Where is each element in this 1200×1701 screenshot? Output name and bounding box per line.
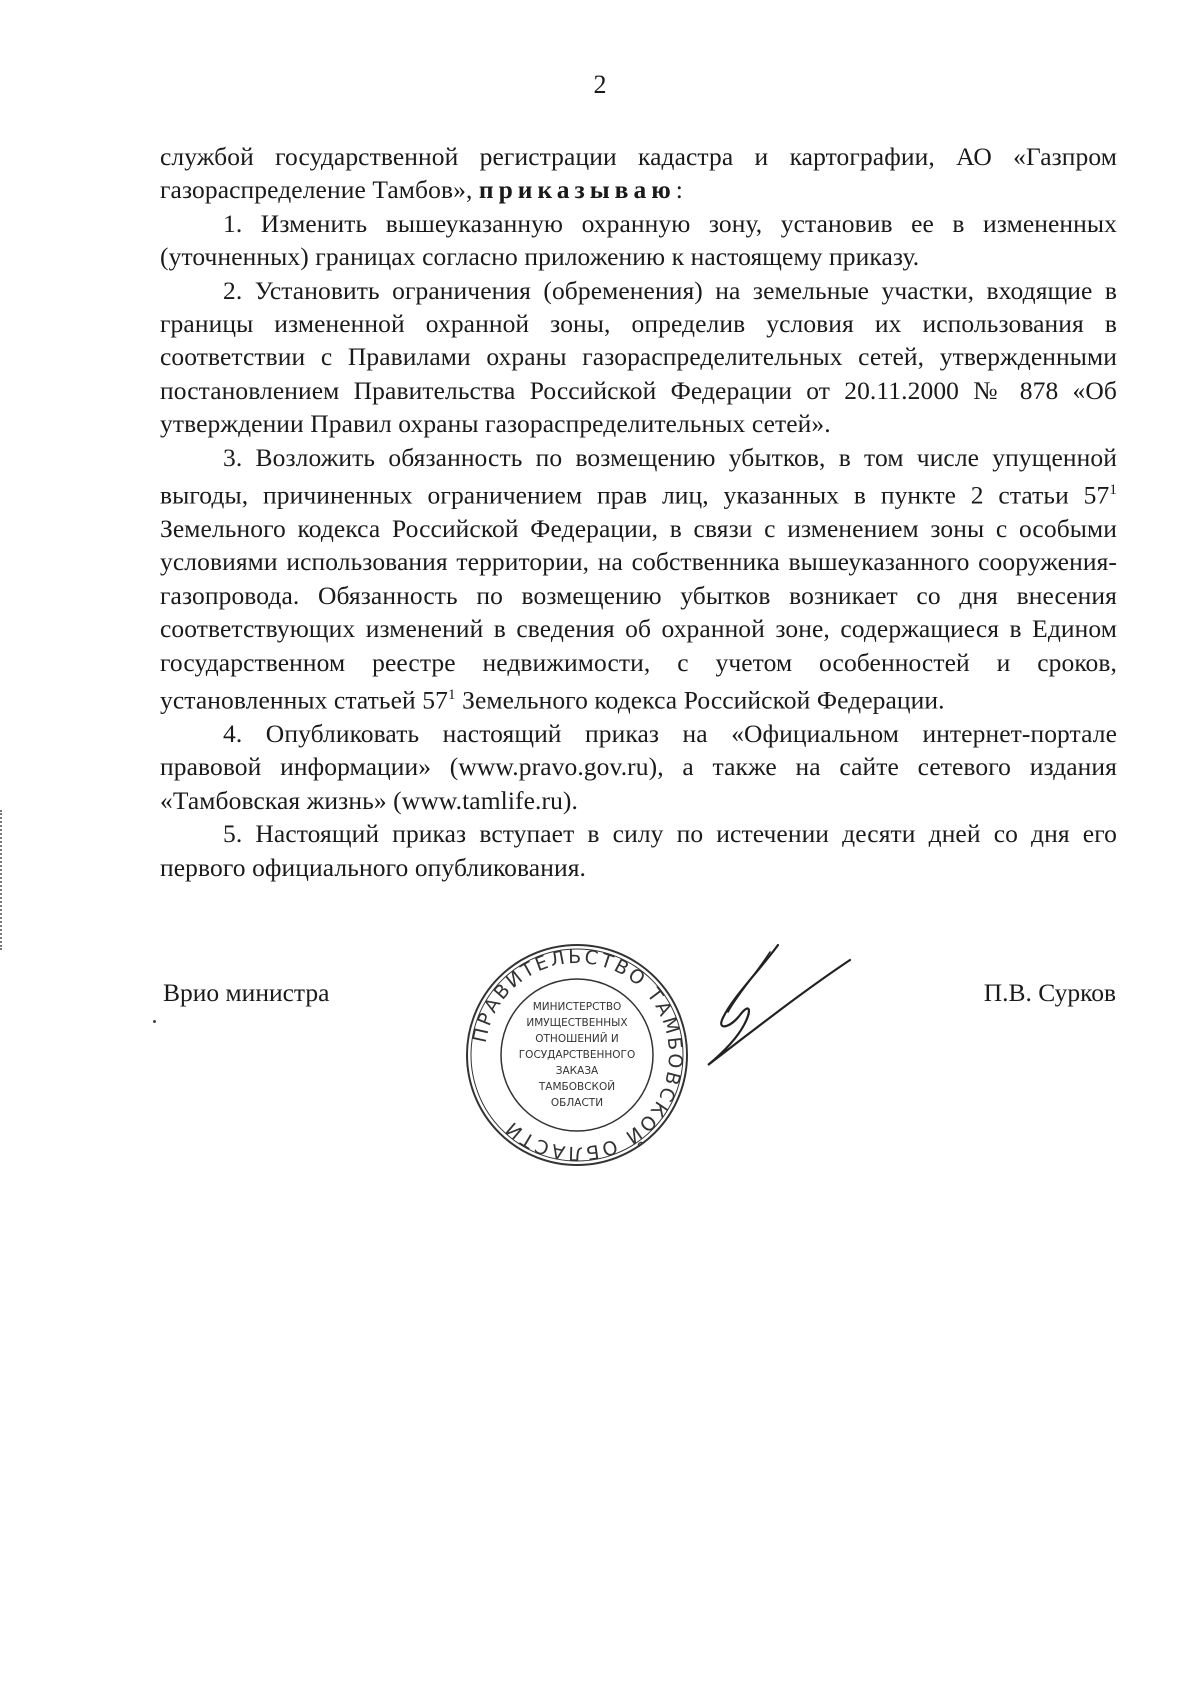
stamp-ring-text: ПРАВИТЕЛЬСТВО ТАМБОВСКОЙ ОБЛАСТИ (468, 945, 687, 1165)
paragraph-3-part-a: 3. Возложить обязанность по возмещению убытков, в том числе упущенной выгоды, причиненных ограничением прав лиц, указанных в пункте 2 статьи 57 (160, 442, 1117, 510)
scan-edge-mark (0, 810, 5, 950)
intro-text: службой государственной регистрации кадастра и картографии, АО «Газпром газораспределение Тамбов», (160, 142, 1117, 205)
svg-text:ОБЛАСТИ: ОБЛАСТИ (550, 1097, 604, 1109)
superscript-1: 1 (1109, 482, 1117, 499)
order-word: приказываю (478, 175, 676, 205)
paragraph-3 (160, 441, 1117, 717)
paragraph-2: 2. Установить ограничения (обременения) на земельные участки, входящие в границы измененной охранной зоны, определив условия их использования в соответствии с Правилами охраны газораспределительных сетей, утвержденными постановлением Правительства Российской Федерации от 20.11.2000 № 878 «Об утверждении Правил охраны газораспределительных сетей». (160, 275, 1117, 439)
page-number: 2 (593, 70, 607, 99)
signer-position: Врио министра (163, 978, 330, 1007)
svg-text:ИМУЩЕСТВЕННЫХ: ИМУЩЕСТВЕННЫХ (526, 1017, 628, 1029)
svg-text:МИНИСТЕРСТВО: МИНИСТЕРСТВО (532, 1001, 622, 1013)
svg-text:ОТНОШЕНИЙ И: ОТНОШЕНИЙ И (535, 1033, 619, 1045)
paragraph-3-part-c: Земельного кодекса Российской Федерации. (455, 685, 945, 715)
intro-colon: : (675, 175, 683, 205)
paragraph-5: 5. Настоящий приказ вступает в силу по истечении десяти дней со дня его первого официального опубликования. (160, 819, 1117, 882)
paragraph-1: 1. Изменить вышеуказанную охранную зону, установив ее в измененных (уточненных) границах согласно приложению к настоящему приказу. (160, 208, 1117, 272)
signer-name: П.В. Сурков (983, 978, 1116, 1007)
svg-text:ТАМБОВСКОЙ: ТАМБОВСКОЙ (538, 1081, 616, 1093)
superscript-2: 1 (447, 687, 456, 703)
paragraph-3-part-b: Земельного кодекса Российской Федерации, в связи с изменением зоны с особыми условиями использования территории, на собственника вышеуказанного сооружения-газопровода. Обязанность по возмещению убытков возникает со дня внесения соответствующих изменений в сведения об охранной зоне, содержащиеся в Едином государственном реестре недвижимости, с учетом особенностей и сроков, установленных статьей 57 (160, 513, 1117, 715)
svg-text:ГОСУДАРСТВЕННОГО: ГОСУДАРСТВЕННОГО (518, 1049, 636, 1061)
stamp-center-text (519, 1001, 635, 1109)
document-body (160, 140, 1117, 884)
paragraph-4: 4. Опубликовать настоящий приказ на «Официальном интернет-портале правовой информации» (www.pravo.gov.ru), а также на сайте сетевого издания «Тамбовская жизнь» (www.tamlife.ru). (160, 718, 1117, 815)
paragraph-intro (160, 140, 1117, 207)
svg-text:ЗАКАЗА: ЗАКАЗА (555, 1065, 599, 1077)
scan-dot (153, 1020, 156, 1023)
handwritten-signature (700, 940, 860, 1070)
official-stamp (462, 940, 692, 1170)
